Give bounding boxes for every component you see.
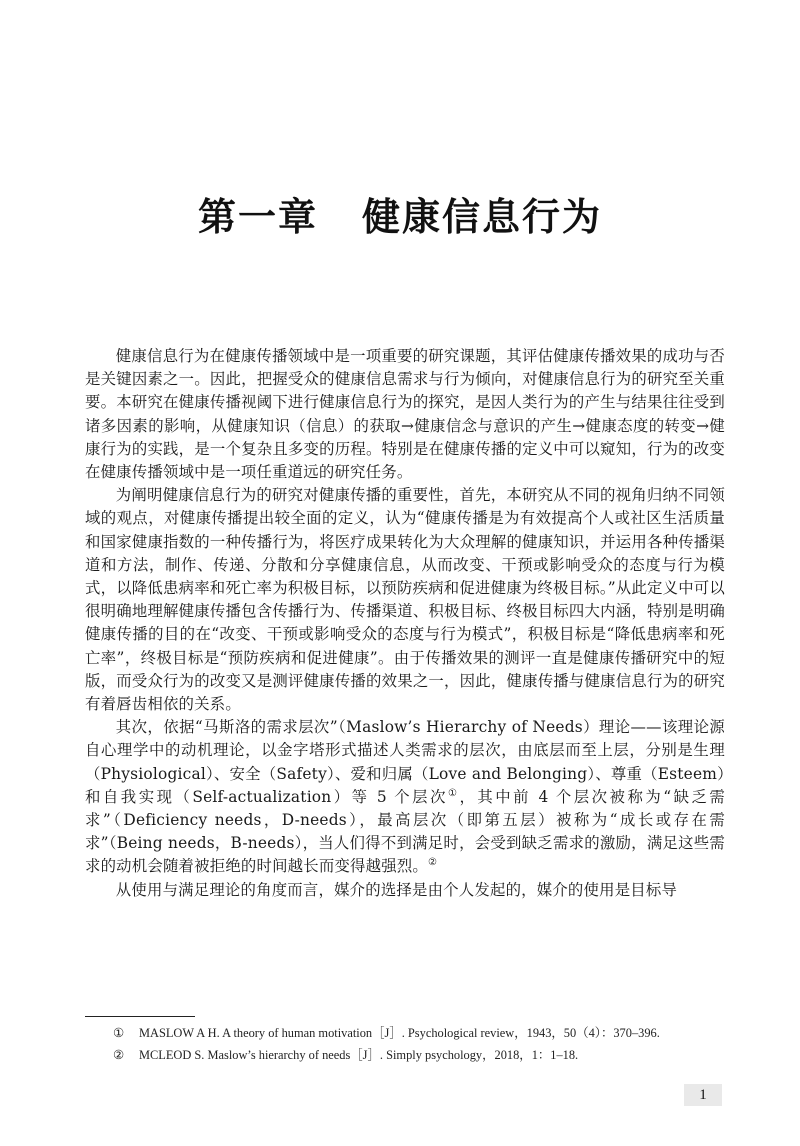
chapter-heading: 健康信息行为 (362, 195, 603, 239)
footnote-2-text: MCLEOD S. Maslow’s hierarchy of needs［J］. Simply psychology，2018，1：1–18. (139, 1048, 579, 1062)
footnote-2-mark: ② (113, 1048, 125, 1062)
body-text (85, 345, 725, 902)
chapter-number: 第一章 (197, 195, 318, 239)
footnote-ref-1[interactable]: ① (447, 787, 460, 799)
footnote-1 (85, 1022, 735, 1044)
chapter-title (0, 186, 800, 241)
paragraph-2: 为阐明健康信息行为的研究对健康传播的重要性，首先，本研究从不同的视角归纳不同领域的观点，对健康传播提出较全面的定义，认为“健康传播是为有效提高个人或社区生活质量和国家健康指数的一种传播行为，将医疗成果转化为大众理解的健康知识，并运用各种传播渠道和方法，制作、传递、分散和分享健康信息，从而改变、干预或影响受众的态度与行为模式，以降低患病率和死亡率为积极目标，以预防疾病和促进健康为终极目标。”从此定义中可以很明确地理解健康传播包含传播行为、传播渠道、积极目标、终极目标四大内涵，特别是明确健康传播的目的在“改变、干预或影响受众的态度与行为模式”，积极目标是“降低患病率和死亡率”，终极目标是“预防疾病和促进健康”。由于传播效果的测评一直是健康传播研究中的短版，而受众行为的改变又是测评健康传播的效果之一，因此，健康传播与健康信息行为的研究有着唇齿相依的关系。 (85, 486, 725, 714)
footnote-1-text: MASLOW A H. A theory of human motivation［J］. Psychological review，1943，50（4）：370–396. (139, 1026, 660, 1040)
paragraph-1: 健康信息行为在健康传播领域中是一项重要的研究课题，其评估健康传播效果的成功与否是关键因素之一。因此，把握受众的健康信息需求与行为倾向，对健康信息行为的研究至关重要。本研究在健康传播视阈下进行健康信息行为的探究，是因人类行为的产生与结果往往受到诸多因素的影响，从健康知识（信息）的获取→健康信念与意识的产生→健康态度的转变→健康行为的实践，是一个复杂且多变的历程。特别是在健康传播的定义中可以窥知，行为的改变在健康传播领域中是一项任重道远的研究任务。 (85, 347, 725, 482)
paragraph-3 (85, 716, 725, 878)
paragraph-3-part-1: 其次，依据“马斯洛的需求层次”（Maslow’s Hierarchy of Needs）理论——该理论源自心理学中的动机理论，以金字塔形式描述人类需求的层次，由底层而至上层，分别是生理（Physiological）、安全（Safety）、爱和归属（Love and Belonging）、尊重（Esteem）和自我实现（Self-actualization）等 5 个层次 (85, 718, 725, 806)
footnote-2 (85, 1044, 735, 1066)
footnotes (85, 1022, 735, 1066)
page-number: 1 (699, 1087, 707, 1103)
footnote-1-mark: ① (113, 1026, 125, 1040)
footnote-separator (85, 1016, 195, 1017)
paragraph-3-part-2: ，其中前 4 个层次被称为“缺乏需求”（Deficiency needs，D-needs），最高层次（即第五层）被称为“成长或存在需求”（Being needs，B-needs），当人们得不到满足时，会受到缺乏需求的激励，满足这些需求的动机会随着被拒绝的时间越长而变得越强烈。 (85, 787, 725, 876)
footnote-ref-2[interactable]: ② (428, 857, 438, 869)
paragraph-4: 从使用与满足理论的角度而言，媒介的选择是由个人发起的，媒介的使用是目标导 (115, 880, 678, 899)
